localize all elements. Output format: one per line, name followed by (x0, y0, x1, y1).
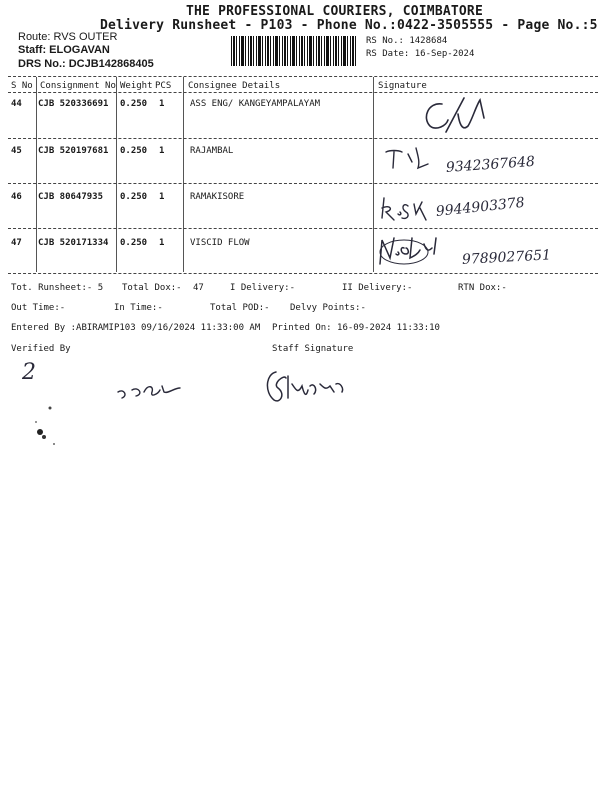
handwritten-phone: 9944903378 (435, 194, 526, 220)
row-weight: 0.250 (120, 238, 148, 248)
row-rule (8, 183, 598, 184)
col-weight: Weight (120, 81, 153, 91)
total-dox-value: 47 (193, 283, 204, 293)
col-separator (373, 77, 374, 272)
col-signature: Signature (378, 81, 427, 91)
drs-number: DRS No.: DCJB142868405 (18, 58, 154, 70)
row-pcs: 1 (159, 146, 165, 156)
row-consignee: RAMAKISORE (190, 192, 245, 202)
row-weight: 0.250 (120, 99, 148, 109)
row-consignee: VISCID FLOW (190, 238, 250, 248)
row-weight: 0.250 (120, 146, 148, 156)
printed-on: Printed On: 16-09-2024 11:33:10 (272, 323, 440, 333)
col-pcs: PCS (155, 81, 172, 91)
handwritten-phone: 9342367648 (445, 153, 536, 176)
table-header-rule (8, 92, 598, 93)
row-consignee: RAJAMBAL (190, 146, 234, 156)
handwritten-signature (376, 234, 446, 270)
row-sno: 45 (11, 146, 22, 156)
delvy-points: Delvy Points:- (290, 303, 366, 313)
row-rule (8, 228, 598, 229)
row-rule (8, 138, 598, 139)
staff-signature-label: Staff Signature (272, 344, 354, 354)
col-sno: S No (11, 81, 33, 91)
route-label: Route: RVS OUTER (18, 31, 118, 43)
verifier-signature (114, 374, 194, 404)
row-sno: 46 (11, 192, 22, 202)
handwritten-signature (384, 146, 444, 174)
verified-mark: 2 (22, 360, 36, 385)
col-separator (36, 77, 37, 272)
staff-label: Staff: ELOGAVAN (18, 44, 110, 56)
col-separator (183, 77, 184, 272)
out-time: Out Time:- (11, 303, 66, 313)
barcode (231, 36, 357, 66)
table-bottom-rule (8, 273, 598, 274)
tot-runsheet: Tot. Runsheet:- 5 (11, 283, 104, 293)
row-consignment: CJB 520197681 (38, 146, 109, 156)
handwritten-phone: 9789027651 (461, 247, 552, 268)
row-pcs: 1 (159, 192, 165, 202)
row-consignment: CJB 520336691 (38, 99, 109, 109)
staff-signature (262, 364, 362, 408)
ii-delivery: II Delivery:- (342, 283, 413, 293)
row-pcs: 1 (159, 238, 165, 248)
row-consignment: CJB 80647935 (38, 192, 104, 202)
rtn-dox: RTN Dox:- (458, 283, 507, 293)
company-title: THE PROFESSIONAL COURIERS, COIMBATORE (186, 4, 483, 19)
verified-by-label: Verified By (11, 344, 71, 354)
entered-by: Entered By :ABIRAMIP103 09/16/2024 11:33:00 AM (11, 323, 261, 333)
row-consignee: ASS ENG/ KANGEYAMPALAYAM (190, 99, 321, 109)
in-time: In Time:- (114, 303, 163, 313)
row-sno: 44 (11, 99, 22, 109)
row-pcs: 1 (159, 99, 165, 109)
scan-smudge (30, 404, 66, 448)
col-separator (116, 77, 117, 272)
i-delivery: I Delivery:- (230, 283, 296, 293)
col-consignee: Consignee Details (188, 81, 281, 91)
handwritten-signature (420, 96, 500, 134)
total-pod: Total POD:- (210, 303, 270, 313)
row-sno: 47 (11, 238, 22, 248)
runsheet-title: Delivery Runsheet - P103 - Phone No.:0422-3505555 - Page No.:5 (100, 18, 598, 33)
row-consignment: CJB 520171334 (38, 238, 109, 248)
total-dox-label: Total Dox:- (122, 283, 182, 293)
row-weight: 0.250 (120, 192, 148, 202)
table-top-rule (8, 76, 598, 77)
col-consignment: Consignment No (40, 81, 116, 91)
rs-date: RS Date: 16-Sep-2024 (366, 49, 475, 59)
rs-number: RS No.: 1428684 (366, 36, 448, 46)
